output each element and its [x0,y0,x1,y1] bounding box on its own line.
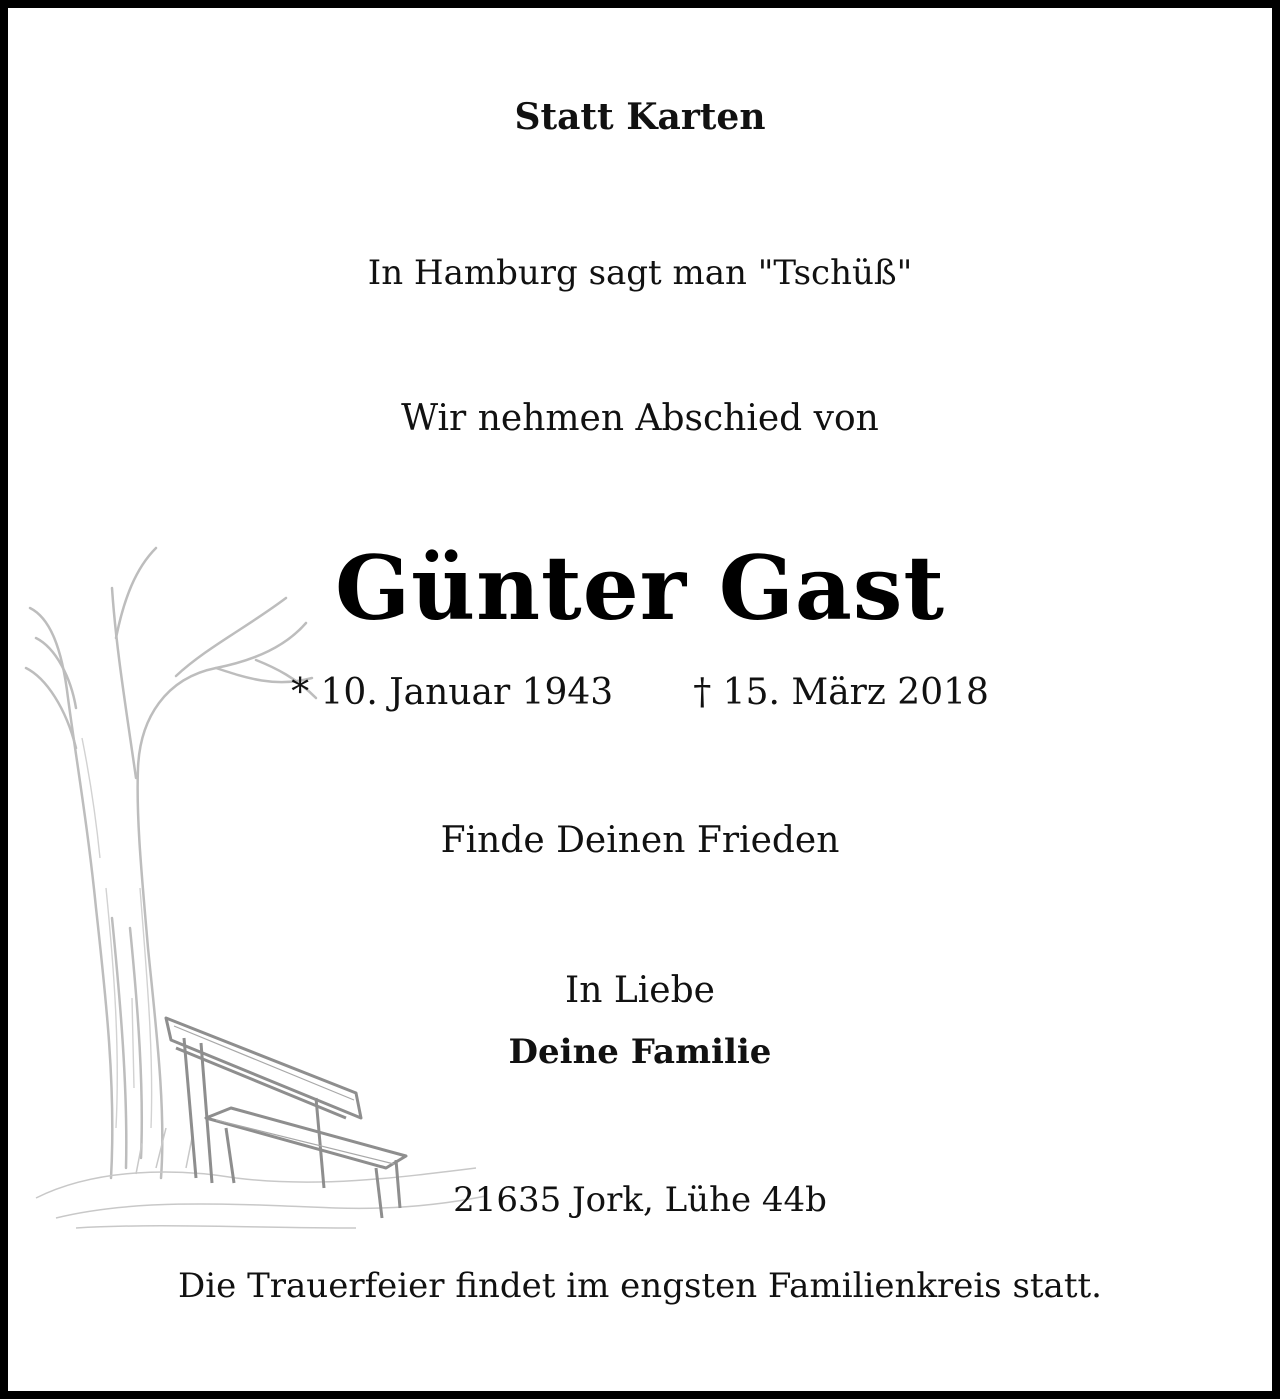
death-date: † 15. März 2018 [693,672,989,713]
ceremony-note: Die Trauerfeier findet im engsten Familienkreis statt. [178,1266,1102,1306]
deceased-name: Günter Gast [334,536,946,640]
header-statt-karten: Statt Karten [514,96,766,138]
address-line: 21635 Jork, Lühe 44b [453,1180,827,1220]
love-line: In Liebe [565,970,715,1011]
birth-date: * 10. Januar 1943 [291,672,614,713]
farewell-line: Wir nehmen Abschied von [401,398,879,439]
saying-line: In Hamburg sagt man "Tschüß" [367,253,913,293]
family-signature: Deine Familie [508,1032,772,1072]
peace-line: Finde Deinen Frieden [440,820,840,861]
life-dates [8,672,1272,713]
